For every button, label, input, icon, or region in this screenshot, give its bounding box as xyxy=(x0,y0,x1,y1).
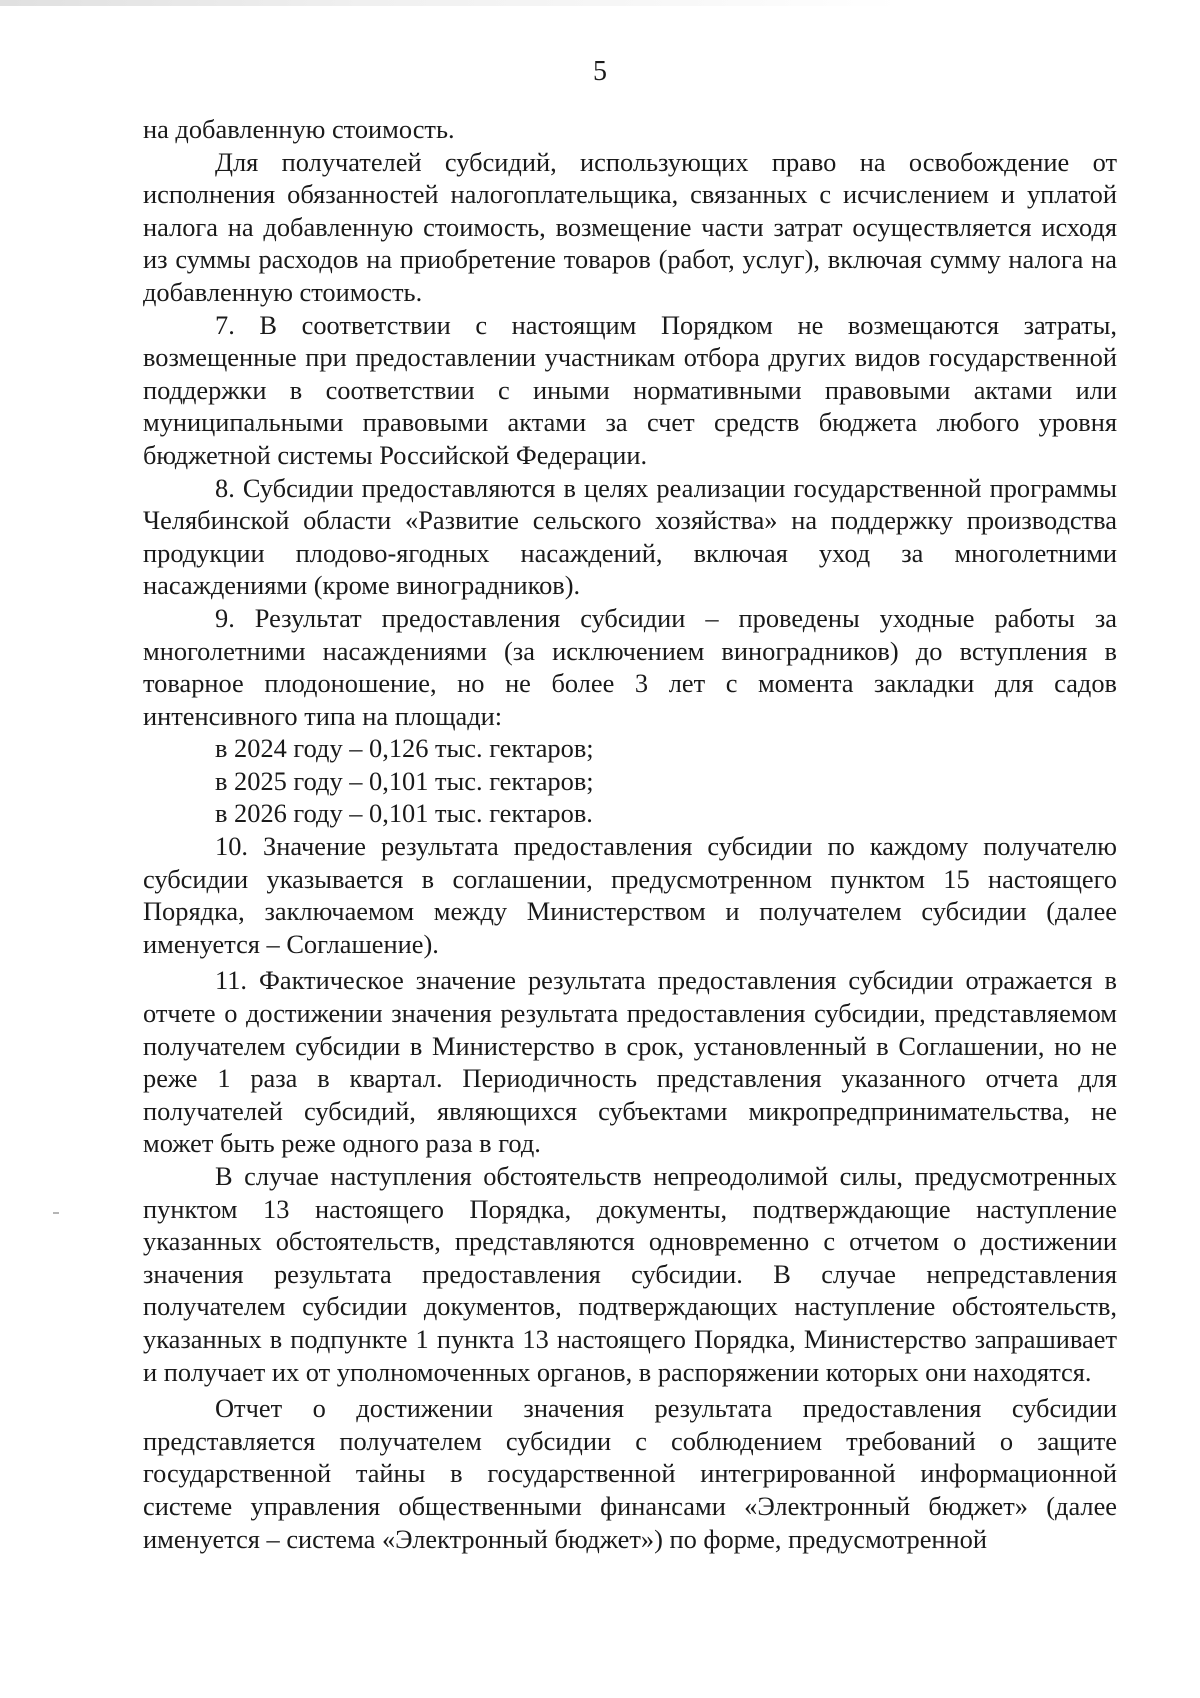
paragraph-item-8: 8. Субсидии предоставляются в целях реализации государственной программы Челябинской области «Развитие сельского хозяйства» на поддержку производства продукции плодово-ягодных насаждений, включая уход за многолетними насаждениями (кроме виноградников). xyxy=(143,472,1117,601)
document-body xyxy=(143,113,1117,1555)
list-item-2024: в 2024 году – 0,126 тыс. гектаров; xyxy=(215,733,594,764)
paragraph-item-10: 10. Значение результата предоставления субсидии по каждому получателю субсидии указывается в соглашении, предусмотренном пунктом 15 настоящего Порядка, заключаемом между Министерством и получателем субсидии (далее именуется – Соглашение). xyxy=(143,831,1117,959)
paragraph-item-7: 7. В соответствии с настоящим Порядком не возмещаются затраты, возмещенные при предоставлении участникам отбора других видов государственной поддержки в соответствии с иными нормативными правовыми актами или муниципальными правовыми актами за счет средств бюджета любого уровня бюджетной системы Российской Федерации. xyxy=(143,309,1117,470)
page-number: 5 xyxy=(593,56,607,87)
scan-edge-artifact xyxy=(0,0,900,6)
paragraph-force-majeure: В случае наступления обстоятельств непреодолимой силы, предусмотренных пунктом 13 настоящего Порядка, документы, подтверждающие наступление указанных обстоятельств, представляются одновременно с отчетом о достижении значения результата предоставления субсидии. В случае непредставления получателем субсидии документов, подтверждающих наступление обстоятельств, указанных в подпункте 1 пункта 13 настоящего Порядка, Министерство запрашивает и получает их от уполномоченных органов, в распоряжении которых они находятся. xyxy=(143,1161,1117,1387)
paragraph-item-11: 11. Фактическое значение результата предоставления субсидии отражается в отчете о достижении значения результата предоставления субсидии, представляемом получателем субсидии в Министерство в срок, установленный в Соглашении, но не реже 1 раза в квартал. Периодичность представления указанного отчета для получателей субсидий, являющихся субъектами микропредпринимательства, не может быть реже одного раза в год. xyxy=(143,965,1117,1159)
paragraph-vat-exemption: Для получателей субсидий, использующих право на освобождение от исполнения обязанностей налогоплательщика, связанных с исчислением и уплатой налога на добавленную стоимость, возмещение части затрат осуществляется исходя из суммы расходов на приобретение товаров (работ, услуг), включая сумму налога на добавленную стоимость. xyxy=(143,146,1117,307)
scan-mark xyxy=(53,1212,59,1214)
list-item-2026: в 2026 году – 0,101 тыс. гектаров. xyxy=(215,798,593,829)
list-item-2025: в 2025 году – 0,101 тыс. гектаров; xyxy=(215,765,594,796)
paragraph-item-9: 9. Результат предоставления субсидии – проведены уходные работы за многолетними насаждениями (за исключением виноградников) до вступления в товарное плодоношение, но не более 3 лет с момента закладки для садов интенсивного типа на площади: xyxy=(143,602,1117,731)
paragraph-report-submission: Отчет о достижении значения результата предоставления субсидии представляется получателем субсидии с соблюдением требований о защите государственной тайны в государственной интегрированной информационной системе управления общественными финансами «Электронный бюджет» (далее именуется – система «Электронный бюджет») по форме, предусмотренной xyxy=(143,1393,1117,1554)
paragraph-continuation: на добавленную стоимость. xyxy=(143,114,455,144)
